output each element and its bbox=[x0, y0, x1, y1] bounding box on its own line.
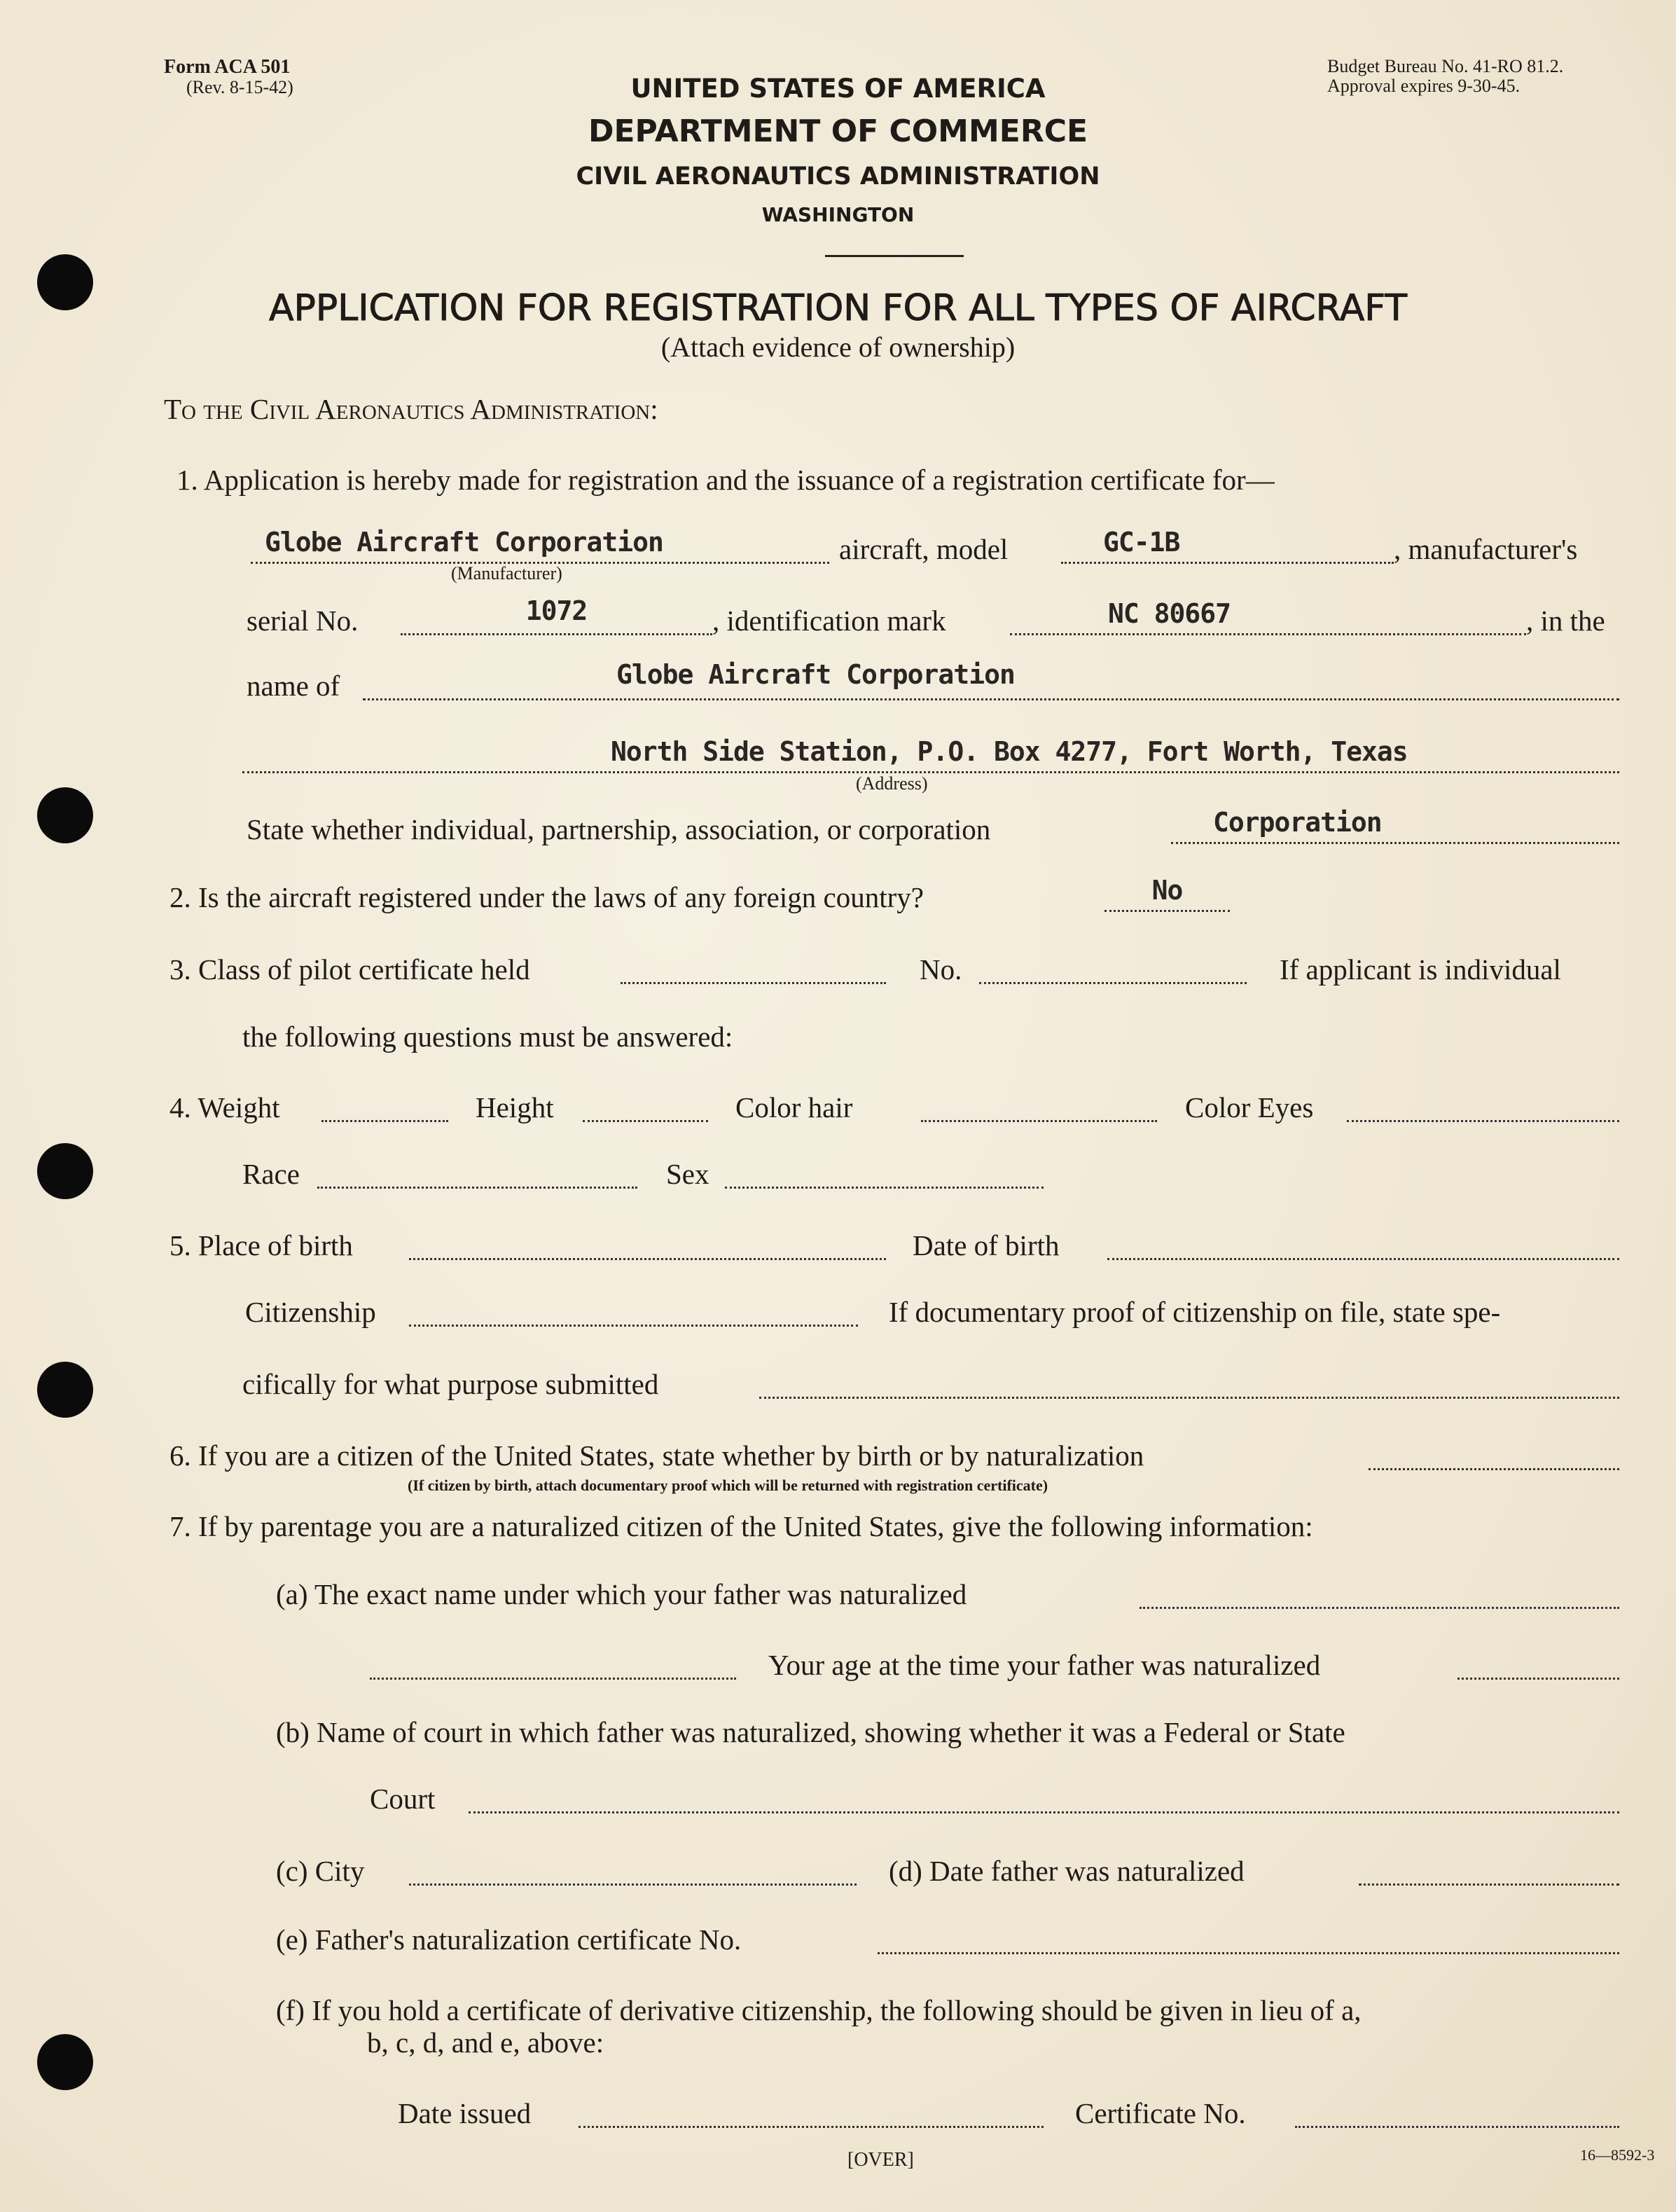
entity-type-field[interactable] bbox=[1171, 807, 1619, 844]
page-subtitle: (Attach evidence of ownership) bbox=[660, 331, 1016, 363]
birthdate-field[interactable] bbox=[1107, 1258, 1619, 1260]
addressee: To the Civil Aeronautics Administration: bbox=[164, 393, 658, 425]
serial-value: 1072 bbox=[525, 595, 588, 626]
header-city: WASHINGTON bbox=[761, 203, 915, 226]
height-label: Height bbox=[476, 1091, 554, 1124]
naturalization-date-field[interactable] bbox=[1359, 1883, 1619, 1886]
sex-label: Sex bbox=[666, 1158, 709, 1190]
id-mark-field[interactable] bbox=[1010, 598, 1526, 635]
city-field[interactable] bbox=[409, 1883, 857, 1886]
sex-field[interactable] bbox=[725, 1187, 1044, 1189]
entity-type-value: Corporation bbox=[1213, 807, 1382, 838]
manufacturers-label: , manufacturer's bbox=[1394, 533, 1578, 565]
certificate-no-label: Certificate No. bbox=[1075, 2097, 1246, 2129]
model-value: GC-1B bbox=[1103, 527, 1180, 558]
address-field[interactable] bbox=[242, 736, 1619, 773]
owner-name-field[interactable] bbox=[363, 659, 1619, 700]
weight-field[interactable] bbox=[321, 1120, 448, 1122]
height-field[interactable] bbox=[583, 1120, 708, 1122]
form-number: Form ACA 501 bbox=[164, 56, 291, 78]
header-agency: CIVIL AERONAUTICS ADMINISTRATION bbox=[576, 163, 1100, 191]
serial-label: serial No. bbox=[247, 604, 359, 637]
q6-note: (If citizen by birth, attach documentary proof which will be returned with registration certificate) bbox=[408, 1477, 1048, 1494]
id-mark-label: , identification mark bbox=[712, 604, 946, 637]
court-field[interactable] bbox=[469, 1811, 1619, 1813]
form-revision: (Rev. 8-15-42) bbox=[186, 77, 293, 97]
citizenship-label: Citizenship bbox=[245, 1296, 376, 1328]
in-the-label: , in the bbox=[1526, 604, 1605, 637]
aircraft-model-label: aircraft, model bbox=[839, 533, 1009, 565]
entity-type-label: State whether individual, partnership, association, or corporation bbox=[247, 813, 991, 845]
q7e-label: (e) Father's naturalization certificate No. bbox=[276, 1923, 742, 1956]
print-code: 16—8592-3 bbox=[1580, 2146, 1655, 2164]
purpose-field[interactable] bbox=[759, 1397, 1619, 1399]
pilot-class-field[interactable] bbox=[621, 982, 886, 984]
q1-intro: 1. Application is hereby made for registration and the issuance of a registration certificate for— bbox=[176, 464, 1275, 496]
q3-tail: If applicant is individual bbox=[1280, 953, 1561, 986]
model-field[interactable] bbox=[1061, 527, 1394, 564]
owner-name-value: Globe Aircraft Corporation bbox=[616, 659, 1015, 690]
q7c-label: (c) City bbox=[276, 1855, 365, 1887]
budget-number: Budget Bureau No. 41-RO 81.2. bbox=[1327, 56, 1564, 76]
father-name-field-cont[interactable] bbox=[370, 1678, 736, 1680]
q6-label: 6. If you are a citizen of the United States, state whether by birth or by naturalization bbox=[169, 1439, 1144, 1472]
race-field[interactable] bbox=[317, 1187, 637, 1189]
birthplace-label: 5. Place of birth bbox=[169, 1229, 353, 1261]
foreign-registration-field[interactable] bbox=[1104, 875, 1230, 912]
age-at-naturalization-field[interactable] bbox=[1457, 1678, 1619, 1680]
q7f-label: (f) If you hold a certificate of derivative citizenship, the following should be given in lieu of a, bbox=[276, 1994, 1362, 2026]
q7b-label: (b) Name of court in which father was naturalized, showing whether it was a Federal or State bbox=[276, 1716, 1345, 1748]
father-name-field[interactable] bbox=[1140, 1607, 1619, 1609]
q3-line2: the following questions must be answered: bbox=[242, 1021, 733, 1053]
weight-label: 4. Weight bbox=[169, 1091, 280, 1124]
race-label: Race bbox=[242, 1158, 300, 1190]
q2-label: 2. Is the aircraft registered under the laws of any foreign country? bbox=[169, 881, 924, 913]
eye-color-field[interactable] bbox=[1347, 1120, 1619, 1122]
birthdate-label: Date of birth bbox=[913, 1229, 1060, 1261]
q7a-label: (a) The exact name under which your father was naturalized bbox=[276, 1578, 967, 1610]
birth-or-naturalization-field[interactable] bbox=[1369, 1468, 1619, 1470]
approval-expiry: Approval expires 9-30-45. bbox=[1327, 76, 1521, 96]
q3-label: 3. Class of pilot certificate held bbox=[169, 953, 530, 986]
citizenship-field[interactable] bbox=[409, 1325, 858, 1327]
over-note: [OVER] bbox=[847, 2149, 914, 2171]
hair-color-field[interactable] bbox=[921, 1120, 1157, 1122]
id-mark-value: NC 80667 bbox=[1108, 598, 1231, 629]
serial-field[interactable] bbox=[401, 595, 712, 635]
name-of-label: name of bbox=[247, 670, 340, 702]
q7d-label: (d) Date father was naturalized bbox=[889, 1855, 1245, 1887]
foreign-registration-value: No bbox=[1151, 875, 1183, 906]
date-issued-label: Date issued bbox=[398, 2097, 532, 2129]
q7-intro: 7. If by parentage you are a naturalized citizen of the United States, give the following information: bbox=[169, 1510, 1313, 1542]
birthplace-field[interactable] bbox=[409, 1258, 886, 1260]
page-title: APPLICATION FOR REGISTRATION FOR ALL TYPES OF AIRCRAFT bbox=[268, 287, 1408, 329]
manufacturer-caption: (Manufacturer) bbox=[451, 563, 562, 583]
address-caption: (Address) bbox=[856, 773, 928, 794]
certificate-no-field[interactable] bbox=[1295, 2126, 1619, 2128]
pilot-no-label: No. bbox=[920, 953, 962, 986]
eye-color-label: Color Eyes bbox=[1185, 1091, 1314, 1124]
pilot-no-field[interactable] bbox=[979, 982, 1247, 984]
proof-label: If documentary proof of citizenship on file, state spe- bbox=[889, 1296, 1501, 1328]
address-value: North Side Station, P.O. Box 4277, Fort Worth, Texas bbox=[611, 736, 1408, 767]
age-at-naturalization-label: Your age at the time your father was naturalized bbox=[768, 1649, 1321, 1681]
q7f-line2: b, c, d, and e, above: bbox=[367, 2026, 604, 2059]
hair-color-label: Color hair bbox=[735, 1091, 853, 1124]
header-rule bbox=[825, 255, 964, 257]
header-department: DEPARTMENT OF COMMERCE bbox=[588, 113, 1088, 149]
naturalization-cert-field[interactable] bbox=[878, 1952, 1619, 1954]
date-issued-field[interactable] bbox=[579, 2126, 1044, 2128]
header-country: UNITED STATES OF AMERICA bbox=[630, 74, 1046, 104]
manufacturer-value: Globe Aircraft Corporation bbox=[265, 527, 663, 558]
court-label: Court bbox=[370, 1783, 436, 1815]
purpose-label: cifically for what purpose submitted bbox=[242, 1368, 659, 1400]
